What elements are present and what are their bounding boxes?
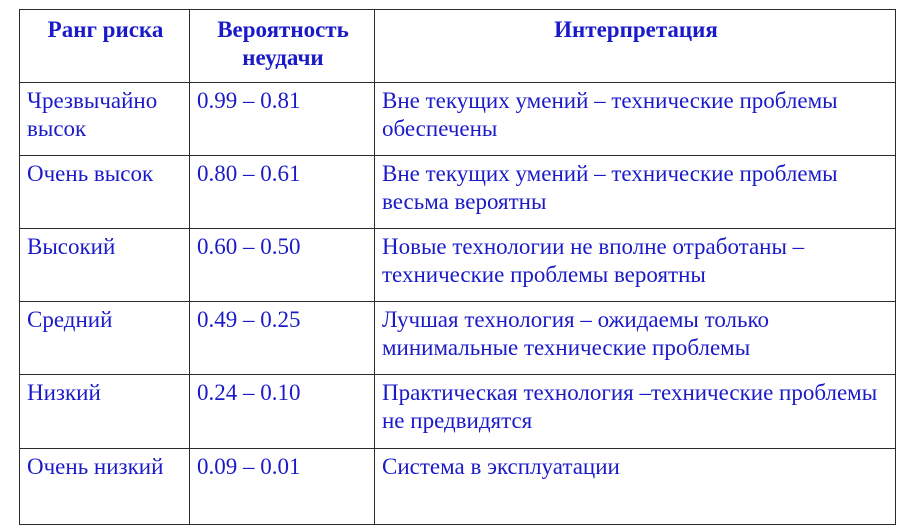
probability-cell: 0.80 – 0.61 bbox=[190, 156, 375, 229]
table-row bbox=[20, 229, 896, 302]
rank-cell: Низкий bbox=[20, 375, 190, 449]
header-rank: Ранг риска bbox=[20, 10, 190, 83]
rank-cell: Средний bbox=[20, 302, 190, 375]
rank-cell: Очень низкий bbox=[20, 449, 190, 525]
header-probability: Вероятность неудачи bbox=[190, 10, 375, 83]
interpretation-cell: Вне текущих умений – технические проблемы весьма вероятны bbox=[375, 156, 896, 229]
table-row bbox=[20, 449, 896, 525]
table-row bbox=[20, 302, 896, 375]
table-row bbox=[20, 83, 896, 156]
risk-table bbox=[19, 9, 896, 525]
probability-cell: 0.99 – 0.81 bbox=[190, 83, 375, 156]
interpretation-cell: Новые технологии не вполне отработаны – технические проблемы вероятны bbox=[375, 229, 896, 302]
rank-cell: Высокий bbox=[20, 229, 190, 302]
table-row bbox=[20, 156, 896, 229]
probability-cell: 0.24 – 0.10 bbox=[190, 375, 375, 449]
rank-cell: Чрезвычайно высок bbox=[20, 83, 190, 156]
interpretation-cell: Вне текущих умений – технические проблемы обеспечены bbox=[375, 83, 896, 156]
interpretation-cell: Лучшая технология – ожидаемы только минимальные технические проблемы bbox=[375, 302, 896, 375]
rank-cell: Очень высок bbox=[20, 156, 190, 229]
probability-cell: 0.60 – 0.50 bbox=[190, 229, 375, 302]
probability-cell: 0.09 – 0.01 bbox=[190, 449, 375, 525]
header-interpretation: Интерпретация bbox=[375, 10, 896, 83]
interpretation-cell: Система в эксплуатации bbox=[375, 449, 896, 525]
probability-cell: 0.49 – 0.25 bbox=[190, 302, 375, 375]
header-row bbox=[20, 10, 896, 83]
interpretation-cell: Практическая технология –технические проблемы не предвидятся bbox=[375, 375, 896, 449]
table-row bbox=[20, 375, 896, 449]
